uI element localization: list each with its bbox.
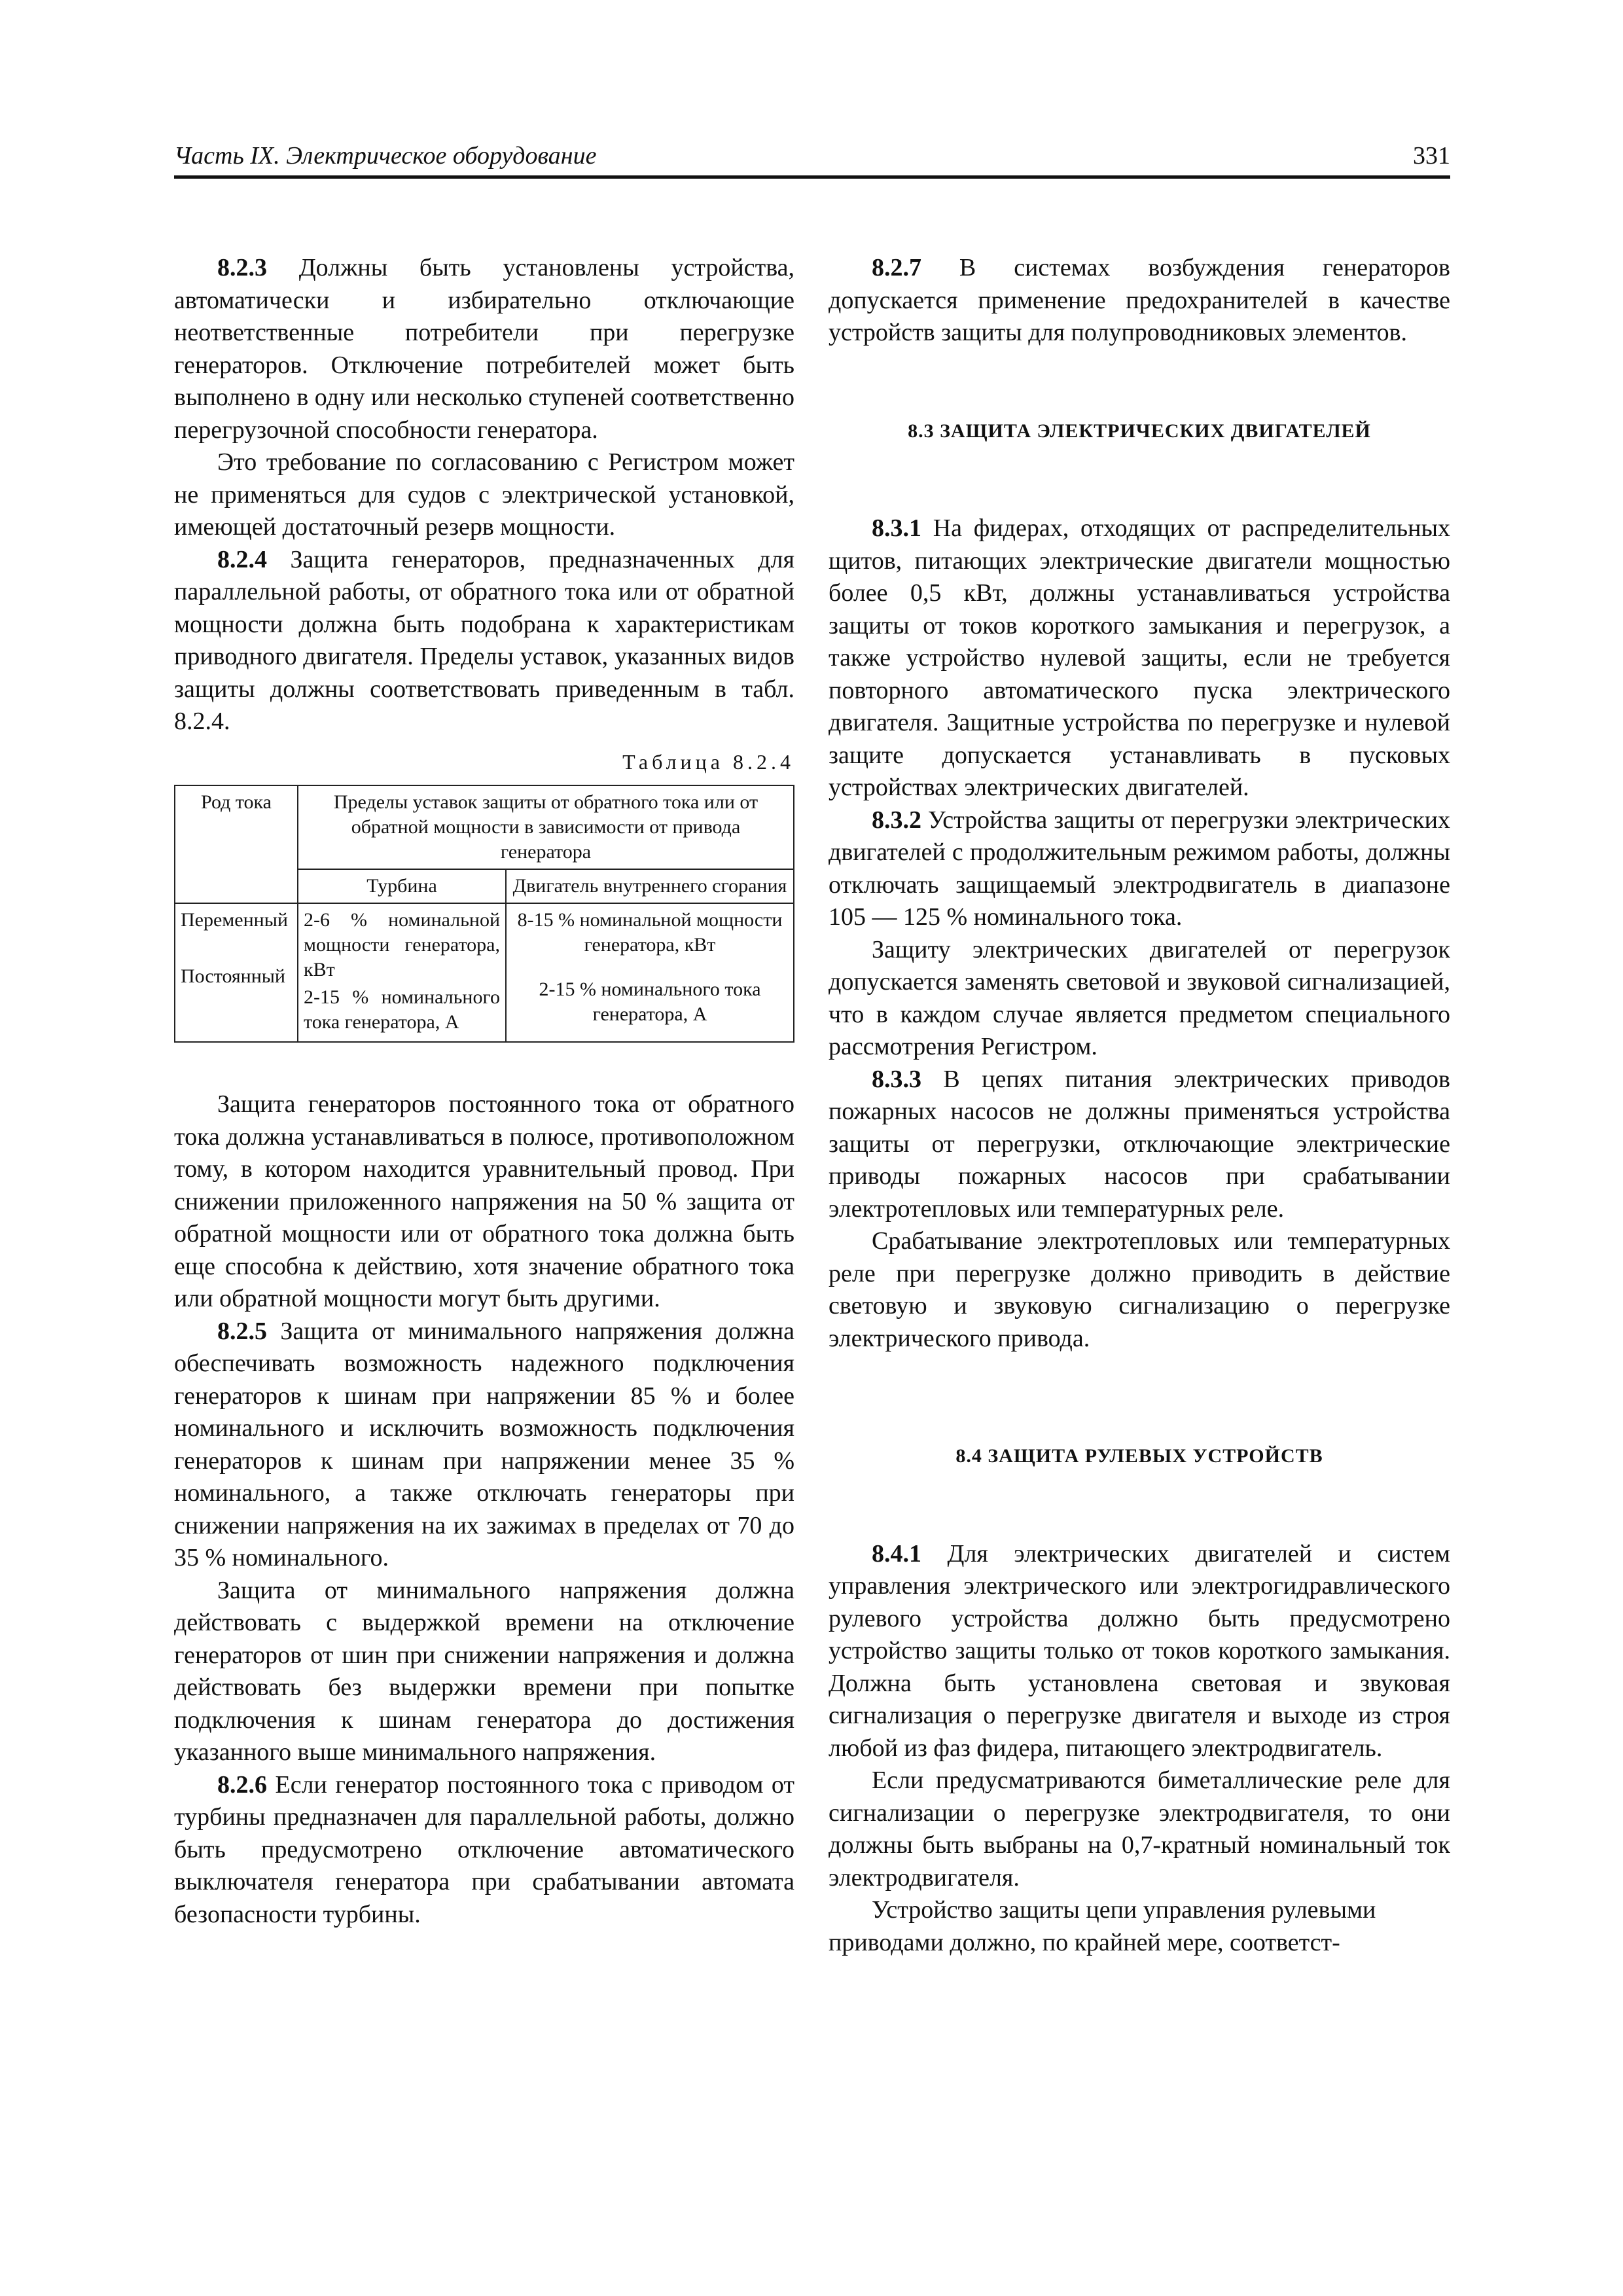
header-title: Часть IX. Электрическое оборудование — [174, 142, 597, 170]
paragraph: Срабатывание электротепловых или температурных реле при перегрузке должно приводить в действие световую и звуковую сигнализацию о перегрузке электрического привода. — [829, 1227, 1450, 1352]
table-header-row — [175, 785, 794, 869]
table-header-cell: Пределы уставок защиты от обратного тока или от обратной мощности в зависимости от привода генератора — [298, 785, 794, 869]
paragraph-text: В системах возбуждения генераторов допускается применение предохранителей в качестве устройств защиты для полупроводниковых элементов. — [829, 254, 1450, 346]
table-8-2-4 — [174, 785, 794, 1043]
paragraph-8-3-2 — [829, 804, 1450, 934]
section-title-8-3: 8.3 ЗАЩИТА ЭЛЕКТРИЧЕСКИХ ДВИГАТЕЛЕЙ — [908, 420, 1371, 442]
paragraph-text: Защита от минимального напряжения должна обеспечивать возможность надежного подключения генераторов к шинам при напряжении 85 % и более номинального и исключить возможность подключения генераторов к шинам при напряжении менее 35 % номинального, а также отключать генераторы при снижении напряжения на их зажимах в пределах от 70 до 35 % номинального. — [174, 1317, 794, 1571]
right-column — [829, 252, 1450, 1959]
paragraph-text: Если генератор постоянного тока с приводом от турбины предназначен для параллельной работы, должно быть предусмотрено отключение автоматического выключателя генератора при срабатывании автомата безопасности турбины. — [174, 1770, 794, 1928]
clause-number: 8.2.3 — [217, 254, 267, 281]
clause-number: 8.3.2 — [872, 806, 921, 834]
table-cell-text: 2-6 % номинальной мощности генератора, кВт — [304, 909, 500, 980]
paragraph: Защита от минимального напряжения должна действовать с выдержкой времени на отключение генераторов от шин при снижении напряжения и должна действовать без выдержки времени при попытке подключения к шинам генератора до достижения указанного выше минимального напряжения. — [174, 1576, 794, 1766]
paragraph-8-2-3 — [174, 252, 794, 446]
paragraph-8-3-1 — [829, 512, 1450, 804]
paragraph-8-2-5 — [174, 1316, 794, 1575]
paragraph-8-2-6 — [174, 1769, 794, 1931]
paragraph: Защиту электрических двигателей от перегрузок допускается заменять световой и звуковой сигнализацией, что в каждом случае является предметом специального рассмотрения Регистром. — [829, 935, 1450, 1060]
table-cell-text: Постоянный — [181, 965, 285, 987]
table-header-cell: Двигатель внутреннего сгорания — [506, 869, 794, 903]
paragraph-text: Для электрических двигателей и систем управления электрического или электрогидравлического рулевого устройства должно быть предусмотрено устройство защиты только от токов короткого замыкания. Должна быть установлена световая и звуковая сигнализация о перегрузке двигателя и выходе из строя любой из фаз фидера, питающего электродвигатель. — [829, 1539, 1450, 1762]
table-cell — [506, 903, 794, 1042]
table-header-cell: Турбина — [298, 869, 506, 903]
table-caption: Таблица 8.2.4 — [622, 749, 794, 774]
paragraph-8-3-3 — [829, 1064, 1450, 1226]
table-cell-text: 2-15 % номинального тока генератора, А — [304, 986, 500, 1033]
section-title-8-4: 8.4 ЗАЩИТА РУЛЕВЫХ УСТРОЙСТВ — [955, 1445, 1323, 1467]
table-cell-text: Переменный — [181, 909, 288, 931]
paragraph: Это требование по согласованию с Регистром может не применяться для судов с электрической установкой, имеющей достаточный резерв мощности. — [174, 448, 794, 541]
clause-number: 8.3.3 — [872, 1065, 921, 1093]
table-cell-text: 2-15 % номинального тока генератора, А — [539, 978, 761, 1025]
paragraph-8-2-4 — [174, 544, 794, 738]
header-rule — [174, 175, 1450, 179]
clause-number: 8.2.5 — [217, 1317, 267, 1345]
clause-number: 8.2.4 — [217, 545, 267, 573]
paragraph: Если предусматриваются биметаллические реле для сигнализации о перегрузке электродвигателя, то они должны быть выбраны на 0,7-кратный номинальный ток электродвигателя. — [829, 1767, 1450, 1892]
paragraph: Защита генераторов постоянного тока от обратного тока должна устанавливаться в полюсе, противоположном тому, в котором находится уравнительный провод. При снижении приложенного напряжения на 50 % защита от обратной мощности или от обратного тока должна быть еще способна к действию, хотя значение обратного тока или обратной мощности могут быть другими. — [174, 1090, 794, 1312]
paragraph: Устройство защиты цепи управления рулевыми приводами должно, по крайней мере, соответст- — [829, 1896, 1376, 1956]
clause-number: 8.2.7 — [872, 254, 921, 281]
paragraph-text: Устройства защиты от перегрузки электрических двигателей с продолжительным режимом работы, должны отключать защищаемый электродвигатель в диапазоне 105 — 125 % номинального тока. — [829, 806, 1450, 931]
paragraph-8-4-1 — [829, 1538, 1450, 1765]
paragraph-text: Защита генераторов, предназначенных для параллельной работы, от обратного тока или от обратной мощности должна быть подобрана к характеристикам приводного двигателя. Пределы уставок, указанных видов защиты должны соответствовать приведенным в табл. 8.2.4. — [174, 545, 794, 735]
clause-number: 8.3.1 — [872, 514, 921, 542]
clause-number: 8.4.1 — [872, 1539, 921, 1568]
table-cell — [298, 903, 506, 1042]
left-column — [174, 252, 794, 1931]
paragraph-text: Должны быть установлены устройства, автоматически и избирательно отключающие неответственные потребители при перегрузке генераторов. Отключение потребителей может быть выполнено в одну или несколько ступеней соответственно перегрузочной способности генератора. — [174, 254, 794, 444]
table-row — [175, 903, 794, 1042]
paragraph-text: В цепях питания электрических приводов пожарных насосов не должны применяться устройства защиты от перегрузки, отключающие электрические приводы пожарных насосов при срабатывании электротепловых или температурных реле. — [829, 1065, 1450, 1223]
paragraph-8-2-7 — [829, 252, 1450, 350]
paragraph-text: На фидерах, отходящих от распределительных щитов, питающих электрические двигатели мощностью более 0,5 кВт, должны устанавливаться устройства защиты от токов короткого замыкания и перегрузок, а также устройство нулевой защиты, если не требуется повторного автоматического пуска электрического двигателя. Защитные устройства по перегрузке и нулевой защите допускается устанавливать в пусковых устройствах электрических двигателей. — [829, 514, 1450, 801]
page-header — [174, 139, 1450, 179]
page-number: 331 — [1413, 142, 1450, 170]
table-header-cell: Род тока — [175, 785, 298, 903]
table-cell-text: 8-15 % номинальной мощности генератора, кВт — [517, 909, 783, 956]
clause-number: 8.2.6 — [217, 1770, 267, 1799]
table-cell — [175, 903, 298, 1042]
